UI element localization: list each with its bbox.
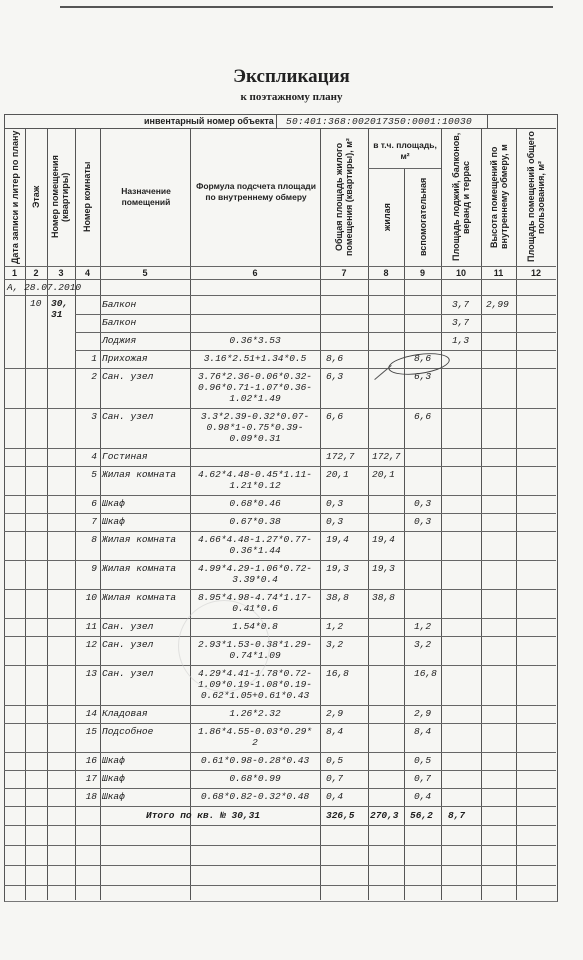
aux-area: 3,2 bbox=[414, 639, 432, 650]
header-height: Высота помещений по внутреннему обмеру, м bbox=[489, 144, 509, 250]
area-formula: 3.16*2.51+1.34*0.5 bbox=[203, 353, 307, 364]
area-formula: 4.62*4.48-0.45*1.11- 1.21*0.12 bbox=[197, 469, 313, 491]
table-row-line bbox=[4, 589, 556, 590]
room-number: 2 bbox=[91, 371, 97, 382]
header-apartment-number: Номер помещения (квартиры) bbox=[50, 155, 70, 239]
aux-area: 0,7 bbox=[414, 773, 432, 784]
column-divider bbox=[47, 128, 48, 900]
inventory-label: инвентарный номер объекта bbox=[144, 116, 274, 126]
aux-area: 6,3 bbox=[414, 371, 432, 382]
room-purpose: Лоджия bbox=[102, 335, 137, 346]
aux-area: 0,3 bbox=[414, 498, 432, 509]
aux-area: 8,4 bbox=[414, 726, 432, 737]
column-number: 12 bbox=[530, 268, 541, 278]
room-number: 6 bbox=[91, 498, 97, 509]
area-formula: 1.26*2.32 bbox=[229, 708, 281, 719]
header-room-purpose: Назначение помещений bbox=[121, 186, 171, 207]
column-divider bbox=[75, 128, 76, 900]
living-area: 20,1 bbox=[372, 469, 395, 480]
area-formula: 0.68*0.82-0.32*0.48 bbox=[200, 791, 310, 802]
record-row-line bbox=[4, 295, 556, 296]
table-row-line bbox=[75, 332, 556, 333]
totals-aux-area: 56,2 bbox=[410, 810, 433, 821]
table-row-line bbox=[4, 513, 556, 514]
total-area: 3,2 bbox=[326, 639, 344, 650]
room-number: 17 bbox=[85, 773, 97, 784]
column-divider bbox=[404, 168, 405, 900]
area-formula: 3.3*2.39-0.32*0.07- 0.98*1-0.75*0.39- 0.09*0.31 bbox=[200, 411, 310, 444]
column-number: 4 bbox=[84, 268, 90, 278]
room-purpose: Прихожая bbox=[102, 353, 148, 364]
totals-total-area: 326,5 bbox=[326, 810, 355, 821]
header-record-date: Дата записи и литер по плану bbox=[10, 130, 20, 264]
balcony-area: 1,3 bbox=[452, 335, 470, 346]
total-area: 6,3 bbox=[326, 371, 344, 382]
area-formula: 0.67*0.38 bbox=[229, 516, 281, 527]
header-aux-area: вспомогательная bbox=[418, 177, 428, 257]
column-number: 11 bbox=[493, 268, 504, 278]
apartment-number: 30, 31 bbox=[51, 298, 69, 320]
total-area: 2,9 bbox=[326, 708, 344, 719]
column-number: 10 bbox=[455, 268, 466, 278]
total-area: 8,6 bbox=[326, 353, 344, 364]
room-number: 9 bbox=[91, 563, 97, 574]
column-number: 8 bbox=[383, 268, 389, 278]
header-bottom-line bbox=[4, 266, 556, 267]
column-number: 1 bbox=[11, 268, 17, 278]
empty-row-line bbox=[4, 845, 556, 846]
column-divider bbox=[516, 128, 517, 900]
aux-area: 16,8 bbox=[414, 668, 437, 679]
total-area: 20,1 bbox=[326, 469, 349, 480]
column-divider bbox=[481, 128, 482, 900]
totals-label: Итого по кв. № 30,31 bbox=[146, 810, 261, 821]
header-balcony-area: Площадь лоджий, балконов, веранд и террас bbox=[451, 132, 471, 262]
document-subtitle: к поэтажному плану bbox=[240, 91, 343, 103]
table-row-line bbox=[4, 531, 556, 532]
column-divider bbox=[320, 128, 321, 900]
aux-area: 0,5 bbox=[414, 755, 432, 766]
column-number: 7 bbox=[341, 268, 347, 278]
room-purpose: Жилая комната bbox=[102, 534, 177, 545]
document-title: Экспликация bbox=[233, 66, 350, 87]
column-divider bbox=[100, 128, 101, 900]
header-living-area: жилая bbox=[382, 203, 392, 231]
area-formula: 4.99*4.29-1.06*0.72- 3.39*0.4 bbox=[197, 563, 313, 585]
table-row-line bbox=[4, 560, 556, 561]
inventory-number: 50:401:368:002017350:0001:10030 bbox=[286, 116, 473, 127]
total-area: 8,4 bbox=[326, 726, 344, 737]
table-row-line bbox=[4, 788, 556, 789]
living-area: 172,7 bbox=[372, 451, 401, 462]
total-area: 1,2 bbox=[326, 621, 344, 632]
room-number: 15 bbox=[85, 726, 97, 737]
total-area: 172,7 bbox=[326, 451, 355, 462]
room-purpose: Шкаф bbox=[102, 498, 125, 509]
table-row-line bbox=[4, 448, 556, 449]
column-divider bbox=[441, 128, 442, 900]
totals-living-area: 270,3 bbox=[370, 810, 399, 821]
living-area: 38,8 bbox=[372, 592, 395, 603]
room-purpose: Жилая комната bbox=[102, 469, 177, 480]
balcony-area: 3,7 bbox=[452, 299, 470, 310]
area-formula: 8.95*4.98-4.74*1.17- 0.41*0.6 bbox=[197, 592, 313, 614]
room-purpose: Жилая комната bbox=[102, 563, 177, 574]
header-area-group: в т.ч. площадь, м² bbox=[373, 140, 437, 161]
balcony-area: 3,7 bbox=[452, 317, 470, 328]
table-row-line bbox=[75, 350, 556, 351]
room-purpose: Балкон bbox=[102, 317, 137, 328]
table-row-line bbox=[4, 636, 556, 637]
area-formula: 1.86*4.55-0.03*0.29* 2 bbox=[197, 726, 313, 748]
table-row-line bbox=[4, 752, 556, 753]
aux-area: 6,6 bbox=[414, 411, 432, 422]
room-purpose: Балкон bbox=[102, 299, 137, 310]
room-height: 2,99 bbox=[486, 299, 509, 310]
area-formula: 0.61*0.98-0.28*0.43 bbox=[200, 755, 310, 766]
room-purpose: Подсобное bbox=[102, 726, 154, 737]
table-row-line bbox=[4, 408, 556, 409]
aux-area: 1,2 bbox=[414, 621, 432, 632]
table-row-line bbox=[4, 705, 556, 706]
living-area: 19,4 bbox=[372, 534, 395, 545]
column-divider bbox=[25, 128, 26, 900]
room-number: 10 bbox=[85, 592, 97, 603]
area-formula: 2.93*1.53-0.38*1.29- 0.74*1.09 bbox=[197, 639, 313, 661]
table-row-line bbox=[4, 806, 556, 807]
header-common-area: Площадь помещений общего пользования, м² bbox=[526, 131, 546, 263]
room-purpose: Шкаф bbox=[102, 755, 125, 766]
room-number: 3 bbox=[91, 411, 97, 422]
room-number: 8 bbox=[91, 534, 97, 545]
room-purpose: Сан. узел bbox=[102, 371, 154, 382]
total-area: 0,5 bbox=[326, 755, 344, 766]
column-divider bbox=[368, 128, 369, 900]
header-total-area: Общая площадь жилого помещения (квартиры), м² bbox=[334, 138, 354, 256]
table-row-line bbox=[75, 314, 556, 315]
aux-area: 0,4 bbox=[414, 791, 432, 802]
area-formula: 4.66*4.48-1.27*0.77- 0.36*1.44 bbox=[197, 534, 313, 556]
room-purpose: Жилая комната bbox=[102, 592, 177, 603]
area-formula: 0.68*0.99 bbox=[229, 773, 281, 784]
room-purpose: Сан. узел bbox=[102, 668, 154, 679]
totals-balcony-area: 8,7 bbox=[448, 810, 466, 821]
room-purpose: Кладовая bbox=[102, 708, 148, 719]
total-area: 0,4 bbox=[326, 791, 344, 802]
empty-row-line bbox=[4, 865, 556, 866]
table-row-line bbox=[4, 495, 556, 496]
column-number: 9 bbox=[419, 268, 425, 278]
total-area: 19,3 bbox=[326, 563, 349, 574]
total-area: 0,3 bbox=[326, 498, 344, 509]
room-number: 18 bbox=[85, 791, 97, 802]
room-number: 4 bbox=[91, 451, 97, 462]
room-purpose: Сан. узел bbox=[102, 639, 154, 650]
header-room-number: Номер комнаты bbox=[82, 161, 92, 233]
room-purpose: Сан. узел bbox=[102, 621, 154, 632]
total-area: 6,6 bbox=[326, 411, 344, 422]
room-number: 7 bbox=[91, 516, 97, 527]
table-row-line bbox=[4, 466, 556, 467]
living-area: 19,3 bbox=[372, 563, 395, 574]
table-row-line bbox=[4, 368, 556, 369]
column-number: 6 bbox=[252, 268, 258, 278]
header-floor: Этаж bbox=[31, 185, 41, 209]
inventory-row bbox=[4, 114, 556, 129]
room-number: 5 bbox=[91, 469, 97, 480]
room-purpose: Шкаф bbox=[102, 791, 125, 802]
column-number: 3 bbox=[58, 268, 64, 278]
header-group-divider bbox=[368, 168, 441, 169]
table-row-line bbox=[4, 618, 556, 619]
room-number: 11 bbox=[85, 621, 97, 632]
room-purpose: Шкаф bbox=[102, 773, 125, 784]
floor-number: 10 bbox=[30, 298, 42, 309]
aux-area: 2,9 bbox=[414, 708, 432, 719]
table-row-line bbox=[4, 770, 556, 771]
room-purpose: Гостиная bbox=[102, 451, 148, 462]
room-number: 16 bbox=[85, 755, 97, 766]
totals-row-line bbox=[4, 825, 556, 826]
total-area: 16,8 bbox=[326, 668, 349, 679]
area-formula: 1.54*0.8 bbox=[232, 621, 278, 632]
column-number: 2 bbox=[33, 268, 39, 278]
room-number: 1 bbox=[91, 353, 97, 364]
aux-area: 0,3 bbox=[414, 516, 432, 527]
column-numbers-bottom-line bbox=[4, 279, 556, 280]
total-area: 19,4 bbox=[326, 534, 349, 545]
total-area: 0,3 bbox=[326, 516, 344, 527]
table-row-line bbox=[4, 665, 556, 666]
record-date-letter: А, 28.07.2010 bbox=[7, 282, 82, 293]
area-formula: 3.76*2.36-0.06*0.32- 0.96*0.71-1.07*0.36- 1.02*1.49 bbox=[197, 371, 313, 404]
room-number: 12 bbox=[85, 639, 97, 650]
empty-row-line bbox=[4, 885, 556, 886]
room-purpose: Сан. узел bbox=[102, 411, 154, 422]
faint-stamp bbox=[178, 600, 270, 692]
column-number: 5 bbox=[142, 268, 148, 278]
area-formula: 0.68*0.46 bbox=[229, 498, 281, 509]
total-area: 38,8 bbox=[326, 592, 349, 603]
table-row-line bbox=[4, 723, 556, 724]
header-formula: Формула подсчета площади по внутреннему обмеру bbox=[196, 181, 316, 202]
top-border-line bbox=[60, 6, 553, 8]
area-formula: 4.29*4.41-1.78*0.72- 1.09*0.19-1.08*0.19- 0.62*1.05+0.61*0.43 bbox=[197, 668, 313, 701]
room-purpose: Шкаф bbox=[102, 516, 125, 527]
area-formula: 0.36*3.53 bbox=[229, 335, 281, 346]
column-divider bbox=[190, 128, 191, 900]
aux-area: 8,6 bbox=[414, 353, 432, 364]
room-number: 13 bbox=[85, 668, 97, 679]
total-area: 0,7 bbox=[326, 773, 344, 784]
room-number: 14 bbox=[85, 708, 97, 719]
